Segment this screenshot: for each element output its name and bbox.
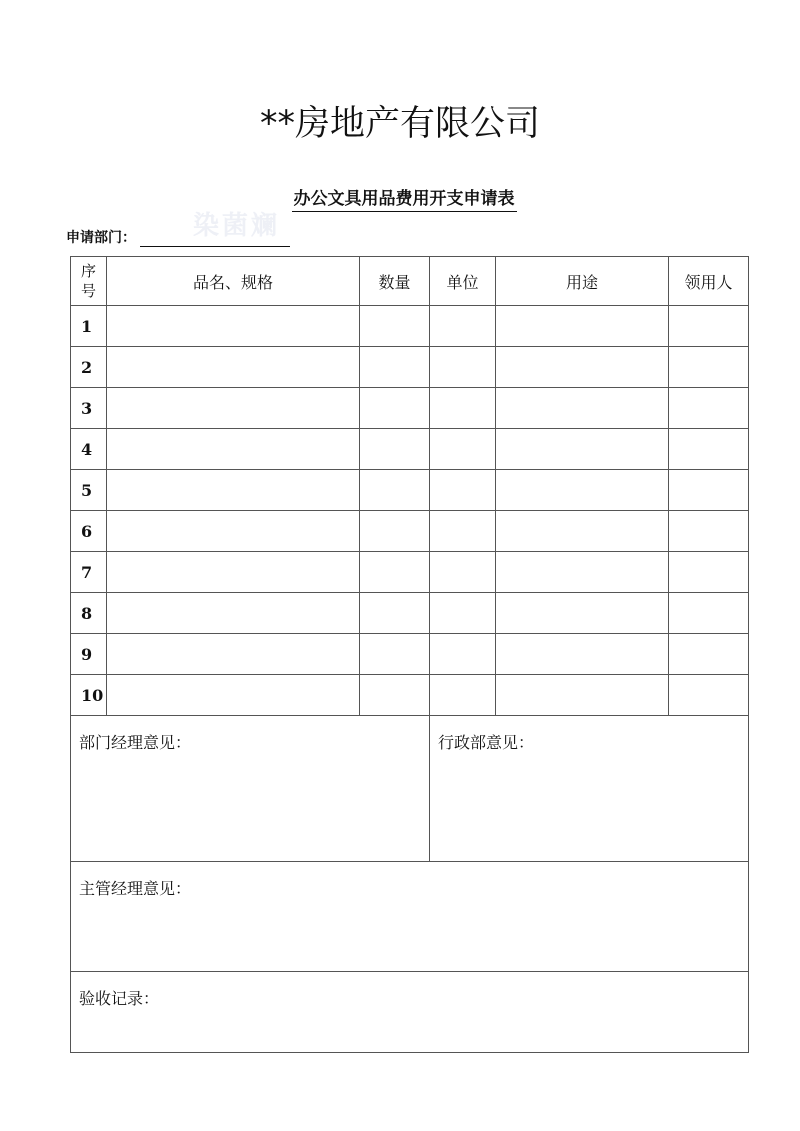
cell-quantity[interactable] [360, 511, 430, 552]
cell-purpose[interactable] [496, 429, 669, 470]
table-row [71, 511, 749, 552]
row-number: 2 [71, 347, 107, 388]
cell-recipient[interactable] [669, 675, 749, 716]
opinion-row-3 [71, 972, 749, 1053]
row-number: 6 [71, 511, 107, 552]
department-field[interactable] [140, 232, 290, 247]
cell-unit[interactable] [430, 470, 496, 511]
cell-unit[interactable] [430, 511, 496, 552]
table-row [71, 593, 749, 634]
acceptance-record[interactable]: 验收记录： [71, 972, 749, 1053]
cell-purpose[interactable] [496, 552, 669, 593]
header-seq-1: 序 [80, 262, 96, 280]
cell-purpose[interactable] [496, 511, 669, 552]
cell-recipient[interactable] [669, 511, 749, 552]
cell-purpose[interactable] [496, 675, 669, 716]
row-number: 10 [71, 675, 107, 716]
cell-quantity[interactable] [360, 470, 430, 511]
cell-unit[interactable] [430, 675, 496, 716]
supervisor-opinion[interactable]: 主管经理意见： [71, 862, 749, 972]
cell-quantity[interactable] [360, 634, 430, 675]
cell-recipient[interactable] [669, 347, 749, 388]
header-row [71, 257, 749, 306]
opinion-row-1 [71, 716, 749, 862]
cell-unit[interactable] [430, 593, 496, 634]
cell-recipient[interactable] [669, 429, 749, 470]
cell-recipient[interactable] [669, 306, 749, 347]
cell-recipient[interactable] [669, 388, 749, 429]
header-unit: 单位 [430, 257, 496, 306]
cell-purpose[interactable] [496, 634, 669, 675]
cell-quantity[interactable] [360, 306, 430, 347]
admin-dept-opinion[interactable]: 行政部意见： [430, 716, 749, 862]
cell-quantity[interactable] [360, 388, 430, 429]
form-title: 办公文具用品费用开支申请表 [292, 184, 517, 212]
table-row [71, 552, 749, 593]
table-row [71, 675, 749, 716]
cell-purpose[interactable] [496, 306, 669, 347]
cell-purpose[interactable] [496, 388, 669, 429]
cell-quantity[interactable] [360, 552, 430, 593]
form-title-wrap [0, 184, 800, 212]
cell-item[interactable] [107, 552, 360, 593]
cell-item[interactable] [107, 429, 360, 470]
table-row [71, 388, 749, 429]
cell-recipient[interactable] [669, 593, 749, 634]
request-table [70, 256, 749, 1053]
cell-unit[interactable] [430, 634, 496, 675]
department-label: 申请部门： [66, 230, 136, 246]
cell-recipient[interactable] [669, 552, 749, 593]
row-number: 1 [71, 306, 107, 347]
table-row [71, 470, 749, 511]
cell-item[interactable] [107, 388, 360, 429]
cell-item[interactable] [107, 347, 360, 388]
cell-purpose[interactable] [496, 347, 669, 388]
cell-item[interactable] [107, 511, 360, 552]
header-quantity: 数量 [360, 257, 430, 306]
header-purpose: 用途 [496, 257, 669, 306]
table-row [71, 429, 749, 470]
cell-item[interactable] [107, 634, 360, 675]
cell-quantity[interactable] [360, 347, 430, 388]
header-recipient: 领用人 [669, 257, 749, 306]
table-row [71, 306, 749, 347]
row-number: 5 [71, 470, 107, 511]
opinion-row-2 [71, 862, 749, 972]
cell-quantity[interactable] [360, 675, 430, 716]
cell-purpose[interactable] [496, 470, 669, 511]
cell-unit[interactable] [430, 552, 496, 593]
cell-item[interactable] [107, 470, 360, 511]
cell-item[interactable] [107, 675, 360, 716]
row-number: 7 [71, 552, 107, 593]
cell-quantity[interactable] [360, 593, 430, 634]
watermark-stamp: 染菌斓 [193, 211, 281, 241]
cell-unit[interactable] [430, 306, 496, 347]
cell-unit[interactable] [430, 347, 496, 388]
cell-item[interactable] [107, 593, 360, 634]
table-row [71, 634, 749, 675]
cell-recipient[interactable] [669, 634, 749, 675]
row-number: 8 [71, 593, 107, 634]
table-row [71, 347, 749, 388]
header-seq [71, 257, 107, 306]
department-row [66, 227, 290, 247]
row-number: 9 [71, 634, 107, 675]
cell-unit[interactable] [430, 388, 496, 429]
row-number: 3 [71, 388, 107, 429]
cell-purpose[interactable] [496, 593, 669, 634]
cell-unit[interactable] [430, 429, 496, 470]
header-seq-2: 号 [80, 282, 96, 300]
header-item: 品名、规格 [107, 257, 360, 306]
cell-item[interactable] [107, 306, 360, 347]
company-name: **房地产有限公司 [259, 104, 540, 144]
row-number: 4 [71, 429, 107, 470]
dept-manager-opinion[interactable]: 部门经理意见： [71, 716, 430, 862]
cell-quantity[interactable] [360, 429, 430, 470]
cell-recipient[interactable] [669, 470, 749, 511]
